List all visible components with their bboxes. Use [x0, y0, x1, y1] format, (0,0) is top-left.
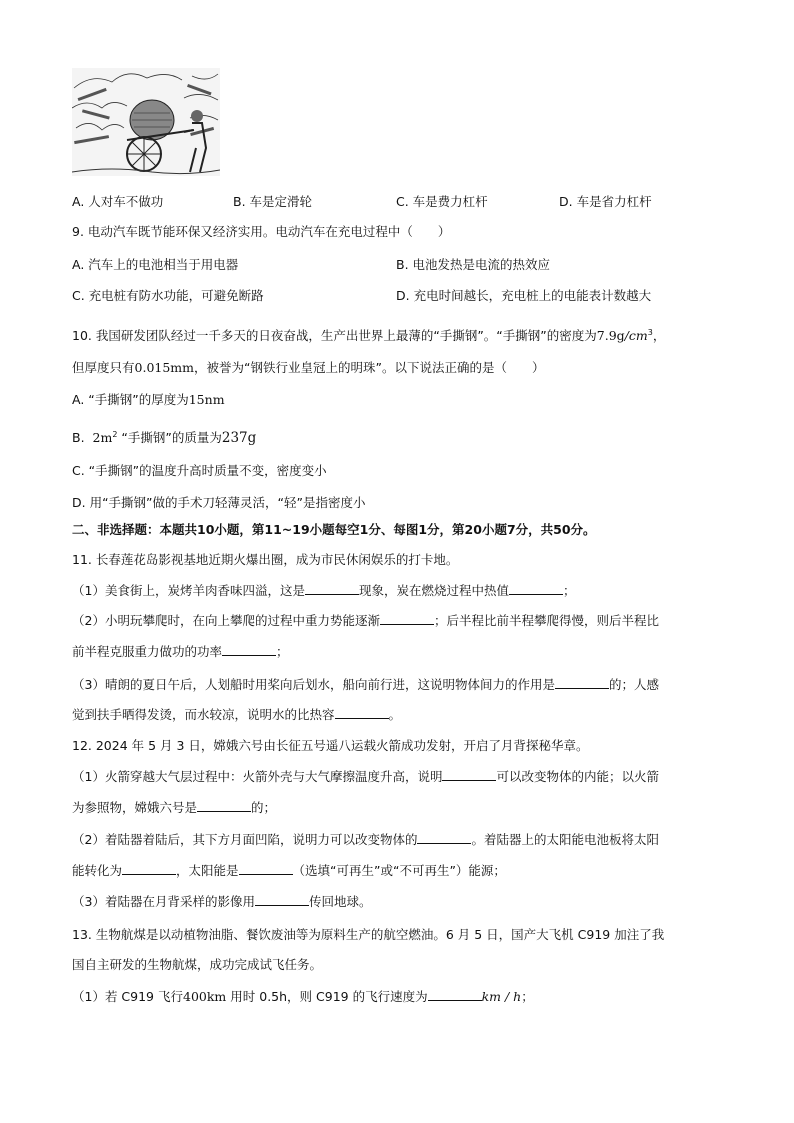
answer-blank[interactable]	[305, 582, 359, 595]
answer-blank[interactable]	[335, 706, 389, 719]
q10-option-d: D. 用“手撕钢”做的手术刀轻薄灵活，“轻”是指密度小	[72, 495, 366, 510]
q12-p1-text-d: 的；	[251, 800, 277, 815]
q11-p3-text-b: 的；人感	[608, 677, 659, 692]
q10-option-b-text: “手撕钢”的质量为	[121, 430, 222, 446]
q12-p2-text-e: （选填“可再生”或“不可再生”）能源；	[292, 863, 506, 878]
answer-blank[interactable]	[255, 893, 309, 906]
q8-option-d: D. 车是省力杠杆	[559, 194, 652, 209]
q10-stem-line1: 10. 我国研发团队经过一千多天的日夜奋战，生产出世界上最薄的“手撕钢”。“手撕钢”的密度为$7.9g/cm^3$，	[72, 328, 666, 344]
q13-p1-text-a: （1）若 C919 飞行	[72, 989, 183, 1004]
answer-blank[interactable]	[428, 988, 482, 1001]
q12-part2-line1	[72, 831, 659, 849]
answer-blank[interactable]	[380, 612, 434, 625]
q13-part1	[72, 988, 534, 1006]
q9-option-a: A. 汽车上的电池相当于用电器	[72, 257, 239, 272]
q12-part1-line1	[72, 768, 659, 786]
q13-stem-line2: 国自主研发的生物航煤，成功完成试飞任务。	[72, 957, 323, 972]
q9-option-b: B. 电池发热是电流的热效应	[396, 257, 551, 272]
q13-stem-line1: 13. 生物航煤是以动植物油脂、餐饮废油等为原料生产的航空燃油。6 月 5 日，国产大飞机 C919 加注了我	[72, 927, 665, 942]
q10-option-a-text: A. “手撕钢”的厚度为	[72, 392, 189, 407]
q11-part3-line2	[72, 706, 401, 724]
answer-blank[interactable]	[197, 799, 251, 812]
q11-p2-text-b: ；后半程比前半程攀爬得慢，则后半程比	[433, 613, 659, 628]
q12-stem: 12. 2024 年 5 月 3 日，嫦娥六号由长征五号遥八运载火箭成功发射，开启了月背探秘华章。	[72, 738, 589, 753]
q12-p1-text-b: 可以改变物体的内能；以火箭	[496, 769, 659, 784]
q10-stem-b-pre: 但厚度只有	[72, 360, 135, 375]
q12-part3	[72, 893, 371, 911]
q10-option-c: C. “手撕钢”的温度升高时质量不变，密度变小	[72, 463, 327, 478]
q11-part2-line2	[72, 643, 289, 661]
q11-p1-text-a: （1）美食街上，炭烤羊肉香味四溢，这是	[72, 583, 305, 598]
answer-blank[interactable]	[509, 582, 563, 595]
q10-density-value: 7.9g	[596, 328, 625, 344]
q11-p1-text-c: ；	[562, 583, 576, 598]
q10-option-b	[72, 426, 256, 447]
q10-option-b-exp: 2	[112, 430, 118, 439]
q12-p2-text-c: 能转化为	[72, 863, 123, 878]
answer-blank[interactable]	[442, 768, 496, 781]
q11-part3-line1	[72, 676, 659, 694]
q10-option-b-area: 2m	[92, 430, 113, 446]
q12-p3-text-b: 传回地球。	[308, 894, 372, 909]
q12-part1-line2	[72, 799, 276, 817]
q8-option-c: C. 车是费力杠杆	[396, 194, 488, 209]
q13-p1-text-b: 用时 0.5h，则 C919 的飞行速度为	[230, 989, 428, 1004]
q10-option-a	[72, 391, 225, 409]
q10-density-unit: /cm	[624, 328, 648, 344]
q11-p3-text-d: 。	[388, 707, 402, 722]
q11-stem: 11. 长春莲花岛影视基地近期火爆出圈，成为市民休闲娱乐的打卡地。	[72, 552, 459, 567]
q10-stem-text: 10. 我国研发团队经过一千多天的日夜奋战，生产出世界上最薄的“手撕钢”。“手撕钢”的密度为	[72, 328, 597, 344]
q10-thickness: 0.015mm	[134, 360, 195, 375]
section-2-heading: 二、非选择题：本题共10小题，第11~19小题每空1分、每图1分，第20小题7分，共50分。	[72, 522, 596, 537]
answer-blank[interactable]	[222, 643, 276, 656]
q12-p2-text-d: ，太阳能是	[176, 863, 239, 878]
q9-option-c: C. 充电桩有防水功能，可避免断路	[72, 288, 264, 303]
q9-stem: 9. 电动汽车既节能环保又经济实用。电动汽车在充电过程中（ ）	[72, 224, 451, 239]
q12-p1-text-c: 为参照物，嫦娥六号是	[72, 800, 198, 815]
q11-p2-text-d: ；	[276, 644, 289, 659]
q12-p1-text-a: （1）火箭穿越大气层过程中：火箭外壳与大气摩擦温度升高，说明	[72, 769, 443, 784]
answer-blank[interactable]	[555, 676, 609, 689]
q12-p2-text-b: 。着陆器上的太阳能电池板将太阳	[471, 832, 659, 847]
q12-p3-text-a: （3）着陆器在月背采样的影像用	[72, 894, 255, 909]
q10-option-b-label: B.	[72, 430, 85, 446]
q12-p2-text-a: （2）着陆器着陆后，其下方月面凹陷，说明力可以改变物体的	[72, 832, 418, 847]
q9-option-d: D. 充电时间越长，充电桩上的电能表计数越大	[396, 288, 652, 303]
q13-p1-distance: 400km	[183, 989, 227, 1004]
q11-part2-line1	[72, 612, 659, 630]
q10-stem-b-post: ，被誉为“钢铁行业皇冠上的明珠”。以下说法正确的是（ ）	[194, 360, 545, 375]
q12-part2-line2	[72, 862, 506, 880]
q11-p3-text-c: 觉到扶手晒得发烫，而水较凉，说明水的比热容	[72, 707, 335, 722]
q8-option-b: B. 车是定滑轮	[233, 194, 313, 209]
q11-part1	[72, 582, 576, 600]
q10-option-b-value: 237g	[221, 430, 257, 447]
q13-p1-unit: km / h	[481, 989, 522, 1004]
q8-option-a: A. 人对车不做功	[72, 194, 164, 209]
answer-blank[interactable]	[417, 831, 471, 844]
q10-option-a-value: 15nm	[188, 392, 225, 407]
answer-blank[interactable]	[239, 862, 293, 875]
q11-p3-text-a: （3）晴朗的夏日午后，人划船时用桨向后划水，船向前行进，这说明物体间力的作用是	[72, 677, 555, 692]
q11-p2-text-c: 前半程克服重力做功的功率	[72, 644, 223, 659]
q11-p1-text-b: 现象，炭在燃烧过程中热值	[358, 583, 509, 598]
q10-stem-line2	[72, 359, 544, 377]
answer-blank[interactable]	[122, 862, 176, 875]
cart-illustration	[72, 68, 220, 176]
q11-p2-text-a: （2）小明玩攀爬时，在向上攀爬的过程中重力势能逐渐	[72, 613, 380, 628]
q13-p1-text-c: ；	[521, 989, 534, 1004]
q10-density-exp: 3	[647, 328, 653, 337]
